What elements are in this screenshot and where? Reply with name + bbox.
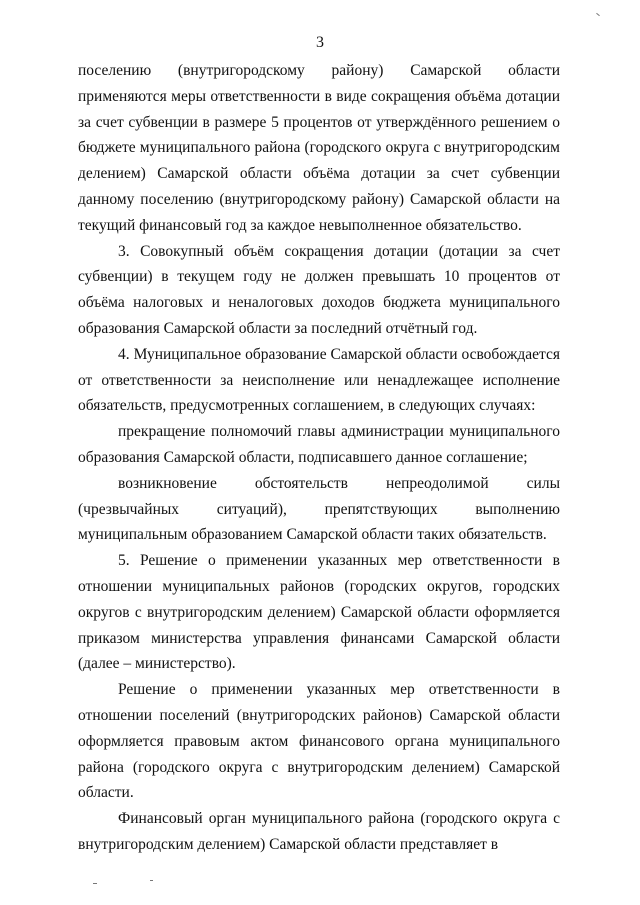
scan-mark-top-right (596, 13, 600, 16)
paragraph-item-3: 3. Совокупный объём сокращения дотации (дотации за счет субвенции) в текущем году не должен превышать 10 процентов от объёма налоговых и неналоговых доходов бюджета муниципального образования Самарской области за последний отчётный год. (78, 242, 560, 337)
paragraph-item-4: 4. Муниципальное образование Самарской области освобождается от ответственности за неисполнение или ненадлежащее исполнение обязательств, предусмотренных соглашением, в следующих случаях: (78, 345, 560, 415)
paragraph-case-termination: прекращение полномочий главы администрации муниципального образования Самарской области, подписавшего данное соглашение; (78, 423, 560, 466)
document-body (78, 58, 560, 858)
scan-mark-bottom-center (150, 880, 153, 881)
paragraph-item-5: 5. Решение о применении указанных мер ответственности в отношении муниципальных районов (городских округов, городских округов с внутригородским делением) Самарской области оформляется приказом министерства управления финансами Самарской области (далее – министерство). (78, 552, 560, 673)
paragraph-continuation: поселению (внутригородскому району) Самарской области применяются меры ответственности в виде сокращения объёма дотации за счет субвенции в размере 5 процентов от утверждённого решением о бюджете муниципального района (городского округа с внутригородским делением) Самарской области объёма дотации за счет субвенции данному поселению (внутригородскому району) Самарской области на текущий финансовый год за каждое невыполненное обязательство. (78, 62, 560, 234)
paragraph-decision-settlements: Решение о применении указанных мер ответственности в отношении поселений (внутригородских районов) Самарской области оформляется правовым актом финансового органа муниципального района (городского округа с внутригородским делением) Самарской области. (78, 681, 560, 802)
page-number: 3 (316, 34, 324, 51)
paragraph-financial-body: Финансовый орган муниципального района (городского округа с внутригородским делением) Самарской области представляет в (78, 810, 560, 853)
scan-mark-bottom-left (93, 883, 97, 884)
paragraph-case-force-majeure: возникновение обстоятельств непреодолимой силы (чрезвычайных ситуаций), препятствующих выполнению муниципальным образованием Самарской области таких обязательств. (78, 474, 560, 544)
